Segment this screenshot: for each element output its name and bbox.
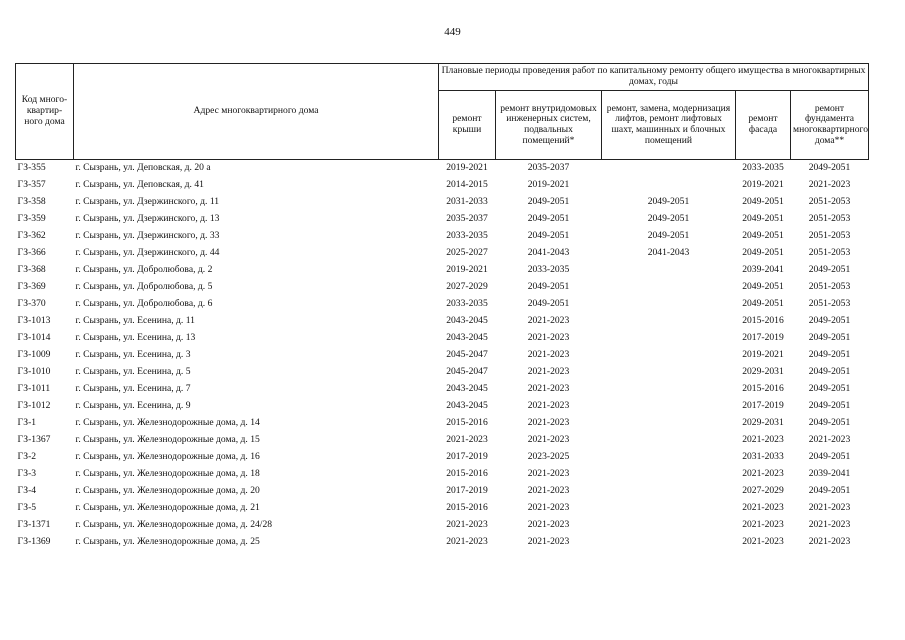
cell-facade: 2027-2029 bbox=[742, 485, 784, 497]
cell-address: г. Сызрань, ул. Деповская, д. 41 bbox=[75, 179, 204, 191]
cell-facade: 2049-2051 bbox=[742, 281, 784, 293]
cell-roof: 2021-2023 bbox=[446, 519, 488, 531]
table-row bbox=[16, 262, 869, 279]
cell-facade: 2021-2023 bbox=[742, 468, 784, 480]
table-row bbox=[16, 211, 869, 228]
header-periods-group: Плановые периоды проведения работ по капитальному ремонту общего имущества в многоквартирных домах, годы bbox=[439, 64, 869, 91]
cell-systems: 2021-2023 bbox=[527, 349, 570, 361]
cell-systems: 2021-2023 bbox=[527, 434, 570, 446]
cell-lifts bbox=[602, 160, 736, 178]
cell-facade: 2021-2023 bbox=[742, 536, 784, 548]
cell-lifts bbox=[602, 534, 736, 551]
cell-address: г. Сызрань, ул. Есенина, д. 5 bbox=[75, 366, 191, 378]
cell-code: ГЗ-362 bbox=[17, 230, 46, 242]
cell-address: г. Сызрань, ул. Есенина, д. 7 bbox=[75, 383, 191, 395]
table-row bbox=[16, 228, 869, 245]
cell-foundation: 2049-2051 bbox=[808, 400, 851, 412]
cell-lifts: 2041-2043 bbox=[647, 247, 690, 259]
cell-systems: 2021-2023 bbox=[527, 315, 570, 327]
header-systems: ремонт внутридомовых инженерных систем, подвальных помещений* bbox=[496, 91, 602, 160]
cell-roof: 2043-2045 bbox=[446, 315, 488, 327]
cell-roof: 2015-2016 bbox=[446, 417, 488, 429]
cell-address: г. Сызрань, ул. Железнодорожные дома, д. 15 bbox=[75, 434, 260, 446]
cell-systems: 2021-2023 bbox=[527, 485, 570, 497]
cell-lifts bbox=[602, 432, 736, 449]
cell-foundation: 2051-2053 bbox=[808, 213, 851, 225]
table-row bbox=[16, 415, 869, 432]
cell-lifts bbox=[602, 517, 736, 534]
cell-code: ГЗ-2 bbox=[17, 451, 37, 463]
cell-lifts bbox=[602, 398, 736, 415]
cell-code: ГЗ-1 bbox=[17, 417, 37, 429]
cell-facade: 2017-2019 bbox=[742, 400, 784, 412]
cell-facade: 2015-2016 bbox=[742, 383, 784, 395]
cell-systems: 2021-2023 bbox=[527, 468, 570, 480]
cell-foundation: 2021-2023 bbox=[808, 536, 851, 548]
cell-foundation: 2021-2023 bbox=[808, 502, 851, 514]
cell-code: ГЗ-358 bbox=[17, 196, 46, 208]
cell-foundation: 2021-2023 bbox=[808, 434, 851, 446]
table-row bbox=[16, 381, 869, 398]
cell-roof: 2045-2047 bbox=[446, 366, 488, 378]
cell-code: ГЗ-1013 bbox=[17, 315, 51, 327]
cell-roof: 2043-2045 bbox=[446, 332, 488, 344]
cell-systems: 2049-2051 bbox=[527, 281, 570, 293]
cell-foundation: 2051-2053 bbox=[808, 230, 851, 242]
table-header bbox=[16, 64, 869, 160]
cell-lifts bbox=[602, 364, 736, 381]
cell-systems: 2035-2037 bbox=[527, 162, 570, 174]
cell-facade: 2029-2031 bbox=[742, 366, 784, 378]
cell-systems: 2041-2043 bbox=[527, 247, 570, 259]
cell-lifts bbox=[602, 466, 736, 483]
table-body bbox=[16, 160, 869, 552]
cell-foundation: 2051-2053 bbox=[808, 247, 851, 259]
cell-facade: 2017-2019 bbox=[742, 332, 784, 344]
cell-lifts bbox=[602, 177, 736, 194]
table-row bbox=[16, 534, 869, 551]
cell-address: г. Сызрань, ул. Дзержинского, д. 13 bbox=[75, 213, 220, 225]
cell-code: ГЗ-355 bbox=[17, 162, 46, 174]
cell-lifts bbox=[602, 262, 736, 279]
cell-address: г. Сызрань, ул. Есенина, д. 13 bbox=[75, 332, 196, 344]
cell-address: г. Сызрань, ул. Железнодорожные дома, д. 24/28 bbox=[75, 519, 273, 531]
cell-facade: 2019-2021 bbox=[742, 179, 784, 191]
cell-roof: 2019-2021 bbox=[446, 264, 488, 276]
cell-lifts bbox=[602, 330, 736, 347]
cell-facade: 2021-2023 bbox=[742, 502, 784, 514]
cell-address: г. Сызрань, ул. Дзержинского, д. 11 bbox=[75, 196, 220, 208]
page-number: 449 bbox=[444, 26, 461, 38]
cell-systems: 2021-2023 bbox=[527, 417, 570, 429]
cell-foundation: 2049-2051 bbox=[808, 332, 851, 344]
table-row bbox=[16, 500, 869, 517]
cell-foundation: 2049-2051 bbox=[808, 349, 851, 361]
cell-facade: 2031-2033 bbox=[742, 451, 784, 463]
cell-code: ГЗ-1369 bbox=[17, 536, 51, 548]
cell-roof: 2021-2023 bbox=[446, 536, 488, 548]
cell-address: г. Сызрань, ул. Есенина, д. 3 bbox=[75, 349, 191, 361]
cell-systems: 2021-2023 bbox=[527, 519, 570, 531]
cell-lifts bbox=[602, 483, 736, 500]
cell-lifts: 2049-2051 bbox=[647, 196, 690, 208]
cell-foundation: 2051-2053 bbox=[808, 281, 851, 293]
cell-foundation: 2051-2053 bbox=[808, 298, 851, 310]
cell-facade: 2029-2031 bbox=[742, 417, 784, 429]
table-row bbox=[16, 160, 869, 178]
cell-facade: 2033-2035 bbox=[742, 162, 784, 174]
cell-roof: 2031-2033 bbox=[446, 196, 488, 208]
cell-address: г. Сызрань, ул. Дзержинского, д. 44 bbox=[75, 247, 220, 259]
cell-address: г. Сызрань, ул. Добролюбова, д. 2 bbox=[75, 264, 213, 276]
cell-roof: 2014-2015 bbox=[446, 179, 488, 191]
cell-facade: 2019-2021 bbox=[742, 349, 784, 361]
cell-facade: 2049-2051 bbox=[742, 230, 784, 242]
table-row bbox=[16, 466, 869, 483]
table-row bbox=[16, 432, 869, 449]
cell-lifts bbox=[602, 296, 736, 313]
table-row bbox=[16, 449, 869, 466]
cell-lifts bbox=[602, 415, 736, 432]
cell-lifts bbox=[602, 449, 736, 466]
cell-code: ГЗ-370 bbox=[17, 298, 46, 310]
cell-facade: 2049-2051 bbox=[742, 298, 784, 310]
cell-facade: 2021-2023 bbox=[742, 519, 784, 531]
cell-roof: 2043-2045 bbox=[446, 383, 488, 395]
cell-roof: 2025-2027 bbox=[446, 247, 488, 259]
table-row bbox=[16, 483, 869, 500]
cell-systems: 2021-2023 bbox=[527, 332, 570, 344]
cell-code: ГЗ-366 bbox=[17, 247, 46, 259]
cell-roof: 2035-2037 bbox=[446, 213, 488, 225]
cell-facade: 2049-2051 bbox=[742, 247, 784, 259]
cell-systems: 2049-2051 bbox=[527, 230, 570, 242]
cell-code: ГЗ-359 bbox=[17, 213, 46, 225]
cell-address: г. Сызрань, ул. Железнодорожные дома, д. 16 bbox=[75, 451, 260, 463]
cell-foundation: 2021-2023 bbox=[808, 519, 851, 531]
cell-facade: 2049-2051 bbox=[742, 196, 784, 208]
cell-address: г. Сызрань, ул. Железнодорожные дома, д. 18 bbox=[75, 468, 260, 480]
cell-roof: 2019-2021 bbox=[446, 162, 488, 174]
cell-systems: 2049-2051 bbox=[527, 298, 570, 310]
cell-code: ГЗ-4 bbox=[17, 485, 37, 497]
cell-address: г. Сызрань, ул. Добролюбова, д. 5 bbox=[75, 281, 213, 293]
cell-foundation: 2051-2053 bbox=[808, 196, 851, 208]
cell-systems: 2033-2035 bbox=[527, 264, 570, 276]
cell-code: ГЗ-368 bbox=[17, 264, 46, 276]
cell-lifts: 2049-2051 bbox=[647, 230, 690, 242]
capital-repair-schedule-table bbox=[15, 63, 869, 551]
cell-facade: 2021-2023 bbox=[742, 434, 784, 446]
cell-address: г. Сызрань, ул. Есенина, д. 11 bbox=[75, 315, 195, 327]
cell-systems: 2021-2023 bbox=[527, 366, 570, 378]
cell-code: ГЗ-357 bbox=[17, 179, 46, 191]
table-row bbox=[16, 330, 869, 347]
header-facade: ремонт фасада bbox=[736, 91, 791, 160]
cell-foundation: 2021-2023 bbox=[808, 179, 851, 191]
table-row bbox=[16, 177, 869, 194]
cell-systems: 2021-2023 bbox=[527, 383, 570, 395]
cell-foundation: 2049-2051 bbox=[808, 417, 851, 429]
cell-code: ГЗ-3 bbox=[17, 468, 37, 480]
cell-address: г. Сызрань, ул. Железнодорожные дома, д. 20 bbox=[75, 485, 260, 497]
cell-lifts bbox=[602, 381, 736, 398]
cell-address: г. Сызрань, ул. Железнодорожные дома, д. 25 bbox=[75, 536, 260, 548]
cell-roof: 2017-2019 bbox=[446, 485, 488, 497]
table-row bbox=[16, 398, 869, 415]
cell-address: г. Сызрань, ул. Добролюбова, д. 6 bbox=[75, 298, 213, 310]
cell-address: г. Сызрань, ул. Есенина, д. 9 bbox=[75, 400, 191, 412]
cell-roof: 2015-2016 bbox=[446, 502, 488, 514]
cell-foundation: 2049-2051 bbox=[808, 383, 851, 395]
cell-foundation: 2049-2051 bbox=[808, 162, 851, 174]
cell-roof: 2027-2029 bbox=[446, 281, 488, 293]
cell-address: г. Сызрань, ул. Железнодорожные дома, д. 21 bbox=[75, 502, 260, 514]
cell-address: г. Сызрань, ул. Деповская, д. 20 а bbox=[75, 162, 211, 174]
cell-address: г. Сызрань, ул. Дзержинского, д. 33 bbox=[75, 230, 220, 242]
table-row bbox=[16, 296, 869, 313]
cell-systems: 2019-2021 bbox=[527, 179, 570, 191]
cell-code: ГЗ-1012 bbox=[17, 400, 51, 412]
header-roof: ремонт крыши bbox=[439, 91, 496, 160]
cell-systems: 2023-2025 bbox=[527, 451, 570, 463]
cell-foundation: 2039-2041 bbox=[808, 468, 851, 480]
header-lifts: ремонт, замена, модернизация лифтов, ремонт лифтовых шахт, машинных и блочных помещений bbox=[602, 91, 736, 160]
cell-foundation: 2049-2051 bbox=[808, 485, 851, 497]
cell-code: ГЗ-1014 bbox=[17, 332, 51, 344]
cell-foundation: 2049-2051 bbox=[808, 264, 851, 276]
cell-lifts bbox=[602, 313, 736, 330]
cell-foundation: 2049-2051 bbox=[808, 315, 851, 327]
cell-foundation: 2049-2051 bbox=[808, 366, 851, 378]
cell-systems: 2021-2023 bbox=[527, 502, 570, 514]
cell-code: ГЗ-5 bbox=[17, 502, 37, 514]
cell-systems: 2049-2051 bbox=[527, 213, 570, 225]
header-foundation: ремонт фундамента многоквартирного дома** bbox=[791, 91, 869, 160]
cell-roof: 2045-2047 bbox=[446, 349, 488, 361]
cell-address: г. Сызрань, ул. Железнодорожные дома, д. 14 bbox=[75, 417, 260, 429]
cell-roof: 2015-2016 bbox=[446, 468, 488, 480]
cell-lifts: 2049-2051 bbox=[647, 213, 690, 225]
cell-roof: 2033-2035 bbox=[446, 230, 488, 242]
cell-facade: 2039-2041 bbox=[742, 264, 784, 276]
cell-code: ГЗ-369 bbox=[17, 281, 46, 293]
cell-roof: 2033-2035 bbox=[446, 298, 488, 310]
cell-foundation: 2049-2051 bbox=[808, 451, 851, 463]
cell-lifts bbox=[602, 500, 736, 517]
header-address: Адрес многоквартирного дома bbox=[74, 64, 439, 160]
table-row bbox=[16, 245, 869, 262]
cell-lifts bbox=[602, 279, 736, 296]
cell-systems: 2021-2023 bbox=[527, 536, 570, 548]
cell-lifts bbox=[602, 347, 736, 364]
cell-roof: 2021-2023 bbox=[446, 434, 488, 446]
cell-code: ГЗ-1011 bbox=[17, 383, 51, 395]
cell-code: ГЗ-1367 bbox=[17, 434, 51, 446]
cell-facade: 2015-2016 bbox=[742, 315, 784, 327]
table-row bbox=[16, 279, 869, 296]
table-row bbox=[16, 194, 869, 211]
table-row bbox=[16, 313, 869, 330]
table-row bbox=[16, 364, 869, 381]
cell-roof: 2017-2019 bbox=[446, 451, 488, 463]
table-row bbox=[16, 517, 869, 534]
header-code: Код много-квартир-ного дома bbox=[16, 64, 74, 160]
table-row bbox=[16, 347, 869, 364]
cell-code: ГЗ-1010 bbox=[17, 366, 51, 378]
cell-code: ГЗ-1009 bbox=[17, 349, 51, 361]
cell-code: ГЗ-1371 bbox=[17, 519, 51, 531]
cell-roof: 2043-2045 bbox=[446, 400, 488, 412]
cell-systems: 2049-2051 bbox=[527, 196, 570, 208]
cell-systems: 2021-2023 bbox=[527, 400, 570, 412]
cell-facade: 2049-2051 bbox=[742, 213, 784, 225]
